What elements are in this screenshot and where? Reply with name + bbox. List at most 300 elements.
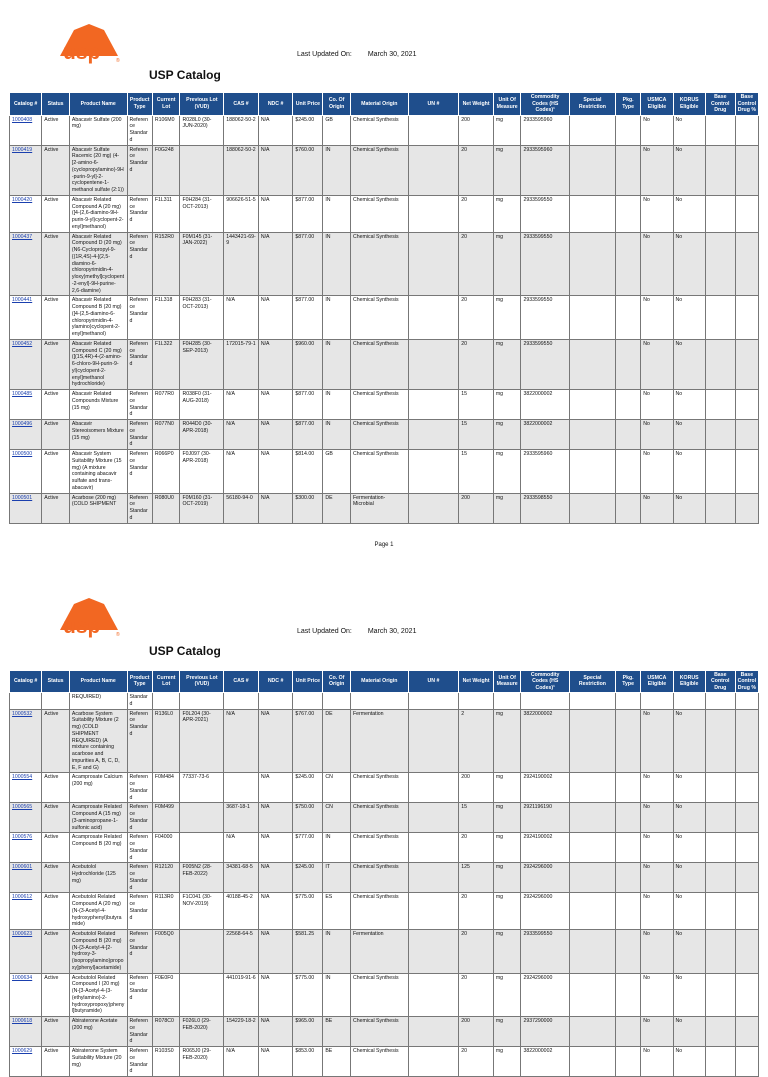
cell-pkg-type [615, 232, 640, 296]
cell-product-type: Reference Standard [127, 773, 152, 803]
cell-restriction [569, 893, 615, 930]
cell-unit-price: $814.00 [293, 450, 323, 494]
cell-restriction [569, 930, 615, 974]
column-header-hs-code: Commodity Codes (HS Codes)¹ [521, 93, 569, 116]
cell-product-type: Reference Standard [127, 420, 152, 450]
cell-cas: 40188-45-2 [224, 893, 259, 930]
cell-current-lot: R103S0 [152, 1047, 180, 1077]
cell-product-type: Reference Standard [127, 930, 152, 974]
cell-control-drug [705, 420, 735, 450]
cell-ndc: N/A [258, 803, 293, 833]
cell-current-lot: R113R0 [152, 893, 180, 930]
cell-hs-code: 3822000002 [521, 1047, 569, 1077]
cell-origin: IT [323, 863, 351, 893]
cell-current-lot: R080U0 [152, 493, 180, 523]
cell-control-pct [735, 145, 758, 195]
cell-material-origin: Chemical Synthesis [350, 1047, 408, 1077]
cell-un [408, 803, 459, 833]
cell-catalog[interactable]: 1000629 [10, 1047, 42, 1077]
cell-usmca: No [641, 390, 673, 420]
cell-product-type: Reference Standard [127, 115, 152, 145]
cell-unit: mg [493, 195, 521, 232]
cell-catalog[interactable]: 1000618 [10, 1017, 42, 1047]
cell-unit-price: $775.00 [293, 893, 323, 930]
cell-un [408, 493, 459, 523]
cell-ndc: N/A [258, 973, 293, 1017]
column-header-origin: Co. Of Origin [323, 93, 351, 116]
cell-current-lot: R066P0 [152, 450, 180, 494]
cell-current-lot [152, 693, 180, 710]
cell-product-name: Acebutolol Hydrochloride (125 mg) [69, 863, 127, 893]
cell-material-origin: Fermentation [350, 930, 408, 974]
cell-hs-code: 3822000002 [521, 709, 569, 773]
cell-un [408, 195, 459, 232]
page-title: USP Catalog [149, 644, 221, 658]
cell-cas: 188062-50-2 [224, 145, 259, 195]
cell-status: Active [42, 450, 70, 494]
cell-current-lot: R078C0 [152, 1017, 180, 1047]
cell-hs-code: 2937290000 [521, 1017, 569, 1047]
cell-product-type: Reference Standard [127, 863, 152, 893]
cell-unit: mg [493, 450, 521, 494]
cell-cas: N/A [224, 833, 259, 863]
cell-unit-price: $877.00 [293, 420, 323, 450]
cell-net-weight: 20 [459, 195, 494, 232]
cell-un [408, 339, 459, 389]
cell-control-pct [735, 232, 758, 296]
cell-control-pct [735, 115, 758, 145]
cell-hs-code: 2933599550 [521, 296, 569, 340]
column-header-control-pct: Base Control Drug % [735, 93, 758, 116]
cell-origin: IN [323, 339, 351, 389]
cell-unit-price: $300.00 [293, 493, 323, 523]
cell-origin: IN [323, 145, 351, 195]
cell-un [408, 893, 459, 930]
cell-material-origin: Chemical Synthesis [350, 450, 408, 494]
cell-status: Active [42, 145, 70, 195]
cell-korus: No [673, 339, 705, 389]
cell-catalog[interactable]: 1000452 [10, 339, 42, 389]
cell-restriction [569, 195, 615, 232]
cell-product-name: Abiraterone Acetate (200 mg) [69, 1017, 127, 1047]
cell-control-pct [735, 833, 758, 863]
cell-net-weight: 15 [459, 803, 494, 833]
cell-pkg-type [615, 420, 640, 450]
cell-previous-lot: R044D0 (30-APR-2018) [180, 420, 224, 450]
cell-restriction [569, 863, 615, 893]
cell-current-lot: F0E0F0 [152, 973, 180, 1017]
cell-usmca: No [641, 709, 673, 773]
cell-control-pct [735, 390, 758, 420]
cell-current-lot: R12120 [152, 863, 180, 893]
cell-net-weight: 200 [459, 773, 494, 803]
cell-net-weight: 15 [459, 450, 494, 494]
cell-status: Active [42, 1047, 70, 1077]
cell-control-drug [705, 390, 735, 420]
cell-un [408, 390, 459, 420]
cell-status: Active [42, 773, 70, 803]
cell-status: Active [42, 803, 70, 833]
cell-catalog[interactable]: 1000565 [10, 803, 42, 833]
table-row [10, 709, 759, 773]
cell-cas: 154229-18-2 [224, 1017, 259, 1047]
cell-unit-price: $777.00 [293, 833, 323, 863]
cell-cas: N/A [224, 1047, 259, 1077]
cell-status: Active [42, 195, 70, 232]
cell-material-origin: Chemical Synthesis [350, 339, 408, 389]
cell-catalog[interactable]: 1000485 [10, 390, 42, 420]
cell-korus: No [673, 930, 705, 974]
table-row [10, 833, 759, 863]
updated-label: Last Updated On: [297, 628, 352, 635]
column-header-net-weight: Net Weight [459, 93, 494, 116]
cell-catalog[interactable]: 1000419 [10, 145, 42, 195]
column-header-catalog: Catalog # [10, 93, 42, 116]
cell-control-drug [705, 450, 735, 494]
cell-catalog[interactable]: 1000612 [10, 893, 42, 930]
cell-control-pct [735, 296, 758, 340]
cell-un [408, 1047, 459, 1077]
table-row [10, 232, 759, 296]
cell-usmca: No [641, 803, 673, 833]
column-header-material-origin: Material Origin [350, 670, 408, 693]
cell-product-name: Abiraterone System Suitability Mixture (20 mg) [69, 1047, 127, 1077]
cell-product-name: REQUIRED) [69, 693, 127, 710]
cell-product-type: Reference Standard [127, 145, 152, 195]
column-header-cas: CAS # [224, 670, 259, 693]
cell-unit-price: $750.00 [293, 803, 323, 833]
cell-origin: BE [323, 1017, 351, 1047]
cell-usmca: No [641, 115, 673, 145]
cell-control-drug [705, 493, 735, 523]
cell-pkg-type [615, 863, 640, 893]
table-row [10, 893, 759, 930]
cell-pkg-type [615, 930, 640, 974]
cell-catalog[interactable]: 1000634 [10, 973, 42, 1017]
cell-korus: No [673, 803, 705, 833]
table-row [10, 339, 759, 389]
cell-control-drug [705, 339, 735, 389]
cell-net-weight: 20 [459, 893, 494, 930]
cell-previous-lot [180, 693, 224, 710]
cell-ndc: N/A [258, 833, 293, 863]
cell-control-drug [705, 833, 735, 863]
cell-pkg-type [615, 1017, 640, 1047]
cell-control-pct [735, 773, 758, 803]
column-header-status: Status [42, 93, 70, 116]
cell-status: Active [42, 232, 70, 296]
cell-previous-lot: F0J097 (30-APR-2018) [180, 450, 224, 494]
cell-previous-lot [180, 973, 224, 1017]
cell-unit-price: $767.00 [293, 709, 323, 773]
cell-korus: No [673, 1017, 705, 1047]
cell-control-pct [735, 893, 758, 930]
cell-current-lot: F0M499 [152, 803, 180, 833]
updated-label: Last Updated On: [297, 51, 352, 58]
cell-product-type: Reference Standard [127, 973, 152, 1017]
cell-unit-price [293, 693, 323, 710]
cell-cas [224, 773, 259, 803]
cell-previous-lot [180, 833, 224, 863]
cell-control-pct [735, 420, 758, 450]
cell-ndc: N/A [258, 339, 293, 389]
cell-pkg-type [615, 803, 640, 833]
cell-current-lot: F0M484 [152, 773, 180, 803]
cell-hs-code: 2933599550 [521, 232, 569, 296]
cell-material-origin: Chemical Synthesis [350, 1017, 408, 1047]
cell-origin: IN [323, 195, 351, 232]
cell-control-pct [735, 863, 758, 893]
cell-control-drug [705, 803, 735, 833]
cell-control-drug [705, 1047, 735, 1077]
cell-restriction [569, 803, 615, 833]
cell-hs-code: 2933595960 [521, 115, 569, 145]
cell-ndc: N/A [258, 296, 293, 340]
cell-un [408, 450, 459, 494]
cell-product-name: Abacavir Sulfate (200 mg) [69, 115, 127, 145]
cell-hs-code: 2933598550 [521, 493, 569, 523]
cell-catalog[interactable]: 1000408 [10, 115, 42, 145]
cell-current-lot: R077N0 [152, 420, 180, 450]
cell-catalog[interactable]: 1000601 [10, 863, 42, 893]
cell-current-lot: F005Q0 [152, 930, 180, 974]
cell-product-type: Reference Standard [127, 339, 152, 389]
page-header [0, 582, 768, 670]
cell-korus: No [673, 450, 705, 494]
cell-restriction [569, 833, 615, 863]
cell-material-origin: Chemical Synthesis [350, 296, 408, 340]
column-header-net-weight: Net Weight [459, 670, 494, 693]
cell-unit: mg [493, 115, 521, 145]
cell-pkg-type [615, 339, 640, 389]
cell-restriction [569, 1017, 615, 1047]
cell-ndc: N/A [258, 420, 293, 450]
cell-hs-code: 2933595960 [521, 450, 569, 494]
usp-logo [54, 596, 124, 640]
cell-unit: mg [493, 420, 521, 450]
cell-unit-price: $245.00 [293, 773, 323, 803]
table-row [10, 693, 759, 710]
table-header-row [10, 93, 759, 116]
cell-catalog[interactable]: 1000441 [10, 296, 42, 340]
cell-cas: 441019-91-6 [224, 973, 259, 1017]
cell-pkg-type [615, 450, 640, 494]
cell-catalog[interactable]: 1000437 [10, 232, 42, 296]
column-header-unit-price: Unit Price [293, 93, 323, 116]
cell-material-origin: Chemical Synthesis [350, 195, 408, 232]
cell-usmca: No [641, 973, 673, 1017]
cell-control-pct [735, 930, 758, 974]
cell-cas: N/A [224, 450, 259, 494]
cell-unit-price: $853.00 [293, 1047, 323, 1077]
catalog-table [9, 92, 759, 524]
cell-usmca: No [641, 773, 673, 803]
cell-hs-code: 2921196190 [521, 803, 569, 833]
cell-origin: IN [323, 833, 351, 863]
cell-previous-lot: R028L0 (30-JUN-2020) [180, 115, 224, 145]
cell-origin: IN [323, 973, 351, 1017]
cell-cas: 188062-50-2 [224, 115, 259, 145]
cell-usmca: No [641, 296, 673, 340]
cell-usmca: No [641, 450, 673, 494]
cell-cas [224, 693, 259, 710]
cell-current-lot: R077R0 [152, 390, 180, 420]
cell-catalog[interactable]: 1000554 [10, 773, 42, 803]
cell-product-type: Standard [127, 693, 152, 710]
column-header-pkg-type: Pkg. Type [615, 670, 640, 693]
column-header-ndc: NDC # [258, 93, 293, 116]
cell-un [408, 930, 459, 974]
cell-pkg-type [615, 296, 640, 340]
cell-catalog[interactable]: 1000532 [10, 709, 42, 773]
cell-product-name: Abacavir Related Compounds Mixture (15 mg) [69, 390, 127, 420]
cell-korus: No [673, 709, 705, 773]
column-header-unit: Unit Of Measure [493, 93, 521, 116]
cell-cas: N/A [224, 709, 259, 773]
cell-material-origin: Chemical Synthesis [350, 390, 408, 420]
cell-product-name: Acarbose (200 mg) (COLD SHIPMENT [69, 493, 127, 523]
cell-control-drug [705, 973, 735, 1017]
cell-control-pct [735, 803, 758, 833]
cell-status: Active [42, 420, 70, 450]
cell-un [408, 296, 459, 340]
cell-cas: 22568-64-5 [224, 930, 259, 974]
cell-product-name: Abacavir Related Compound C (20 mg) ([(1S,4R)-4-(2-amino-6-chloro-9H-purin-9-yl)cyclopent-2-enyl]methanol hydrochloride) [69, 339, 127, 389]
cell-hs-code: 2924190002 [521, 833, 569, 863]
cell-catalog[interactable]: 1000496 [10, 420, 42, 450]
cell-previous-lot: F0H285 (30-SEP-2013) [180, 339, 224, 389]
cell-catalog[interactable]: 1000420 [10, 195, 42, 232]
cell-product-name: Abacavir Sulfate Racemic (20 mg) (4-[2-amino-6-(cyclopropylamino)-9H-purin-9-yl]-2-cyclopentene-1-methanol sulfate (2:1)) [69, 145, 127, 195]
column-header-korus: KORUS Eligible [673, 670, 705, 693]
svg-text:®: ® [116, 631, 120, 638]
cell-catalog[interactable]: 1000501 [10, 493, 42, 523]
cell-control-pct [735, 450, 758, 494]
cell-origin: GB [323, 450, 351, 494]
column-header-product-type: Product Type [127, 670, 152, 693]
cell-hs-code [521, 693, 569, 710]
page-title: USP Catalog [149, 68, 221, 82]
cell-control-drug [705, 145, 735, 195]
cell-pkg-type [615, 195, 640, 232]
cell-unit: mg [493, 833, 521, 863]
table-row [10, 115, 759, 145]
cell-un [408, 115, 459, 145]
cell-hs-code: 2924190002 [521, 773, 569, 803]
cell-unit: mg [493, 296, 521, 340]
cell-product-type: Reference Standard [127, 450, 152, 494]
column-header-control-drug: Base Control Drug [705, 670, 735, 693]
cell-previous-lot [180, 930, 224, 974]
cell-pkg-type [615, 709, 640, 773]
cell-ndc: N/A [258, 493, 293, 523]
cell-hs-code: 2924296000 [521, 973, 569, 1017]
cell-product-name: Acebutolol Related Compound A (20 mg) (N-(3-Acetyl-4-hydroxyphenyl)butyramide) [69, 893, 127, 930]
cell-un [408, 1017, 459, 1047]
column-header-cas: CAS # [224, 93, 259, 116]
cell-product-type: Reference Standard [127, 232, 152, 296]
cell-catalog[interactable]: 1000500 [10, 450, 42, 494]
cell-control-pct [735, 1017, 758, 1047]
cell-origin: BE [323, 1047, 351, 1077]
cell-un [408, 232, 459, 296]
column-header-product-name: Product Name [69, 670, 127, 693]
cell-pkg-type [615, 493, 640, 523]
usp-logo [54, 22, 124, 66]
updated-date: March 30, 2021 [368, 628, 417, 635]
cell-control-drug [705, 693, 735, 710]
cell-net-weight: 20 [459, 145, 494, 195]
cell-origin: IN [323, 930, 351, 974]
column-header-previous-lot: Previous Lot (VUD) [180, 670, 224, 693]
cell-material-origin: Chemical Synthesis [350, 115, 408, 145]
cell-product-name: Acamprosate Related Compound A (15 mg) (3-aminopropane-1-sulfonic acid) [69, 803, 127, 833]
cell-previous-lot: F026L0 (29-FEB-2020) [180, 1017, 224, 1047]
cell-cas: 1443421-69-9 [224, 232, 259, 296]
cell-hs-code: 3822000002 [521, 420, 569, 450]
cell-product-type: Reference Standard [127, 1017, 152, 1047]
cell-unit: mg [493, 493, 521, 523]
column-header-restriction: Special Restriction [569, 670, 615, 693]
cell-origin: DE [323, 493, 351, 523]
column-header-previous-lot: Previous Lot (VUD) [180, 93, 224, 116]
column-header-korus: KORUS Eligible [673, 93, 705, 116]
cell-restriction [569, 693, 615, 710]
page-header [0, 0, 768, 92]
cell-product-type: Reference Standard [127, 1047, 152, 1077]
cell-unit-price: $877.00 [293, 232, 323, 296]
cell-current-lot: F1L318 [152, 296, 180, 340]
cell-product-name: Acamprosate Calcium (200 mg) [69, 773, 127, 803]
cell-un [408, 833, 459, 863]
cell-unit-price: $877.00 [293, 195, 323, 232]
cell-material-origin: Chemical Synthesis [350, 863, 408, 893]
cell-catalog[interactable]: 1000623 [10, 930, 42, 974]
cell-korus: No [673, 390, 705, 420]
cell-pkg-type [615, 115, 640, 145]
cell-origin: IN [323, 390, 351, 420]
cell-unit [493, 693, 521, 710]
cell-usmca: No [641, 893, 673, 930]
cell-product-name: Abacavir Related Compound D (20 mg) (N6-Cyclopropyl-9-{(1R,4S)-4-[(2,5-diamino-6-chloropyrimidin-4-yloxy)methyl]cyclopent-2-enyl}-9H-purine-2,6-diamine) [69, 232, 127, 296]
cell-unit: mg [493, 930, 521, 974]
cell-net-weight: 15 [459, 420, 494, 450]
cell-un [408, 973, 459, 1017]
cell-status [42, 693, 70, 710]
cell-korus: No [673, 195, 705, 232]
cell-cas: 172015-79-1 [224, 339, 259, 389]
table-row [10, 930, 759, 974]
cell-net-weight: 15 [459, 390, 494, 420]
cell-current-lot: R152R0 [152, 232, 180, 296]
cell-current-lot: R106M0 [152, 115, 180, 145]
cell-net-weight: 200 [459, 493, 494, 523]
cell-catalog[interactable]: 1000576 [10, 833, 42, 863]
cell-restriction [569, 450, 615, 494]
cell-unit: mg [493, 863, 521, 893]
cell-material-origin: Chemical Synthesis [350, 420, 408, 450]
cell-status: Active [42, 493, 70, 523]
table-row [10, 863, 759, 893]
svg-text:usp: usp [63, 41, 100, 64]
cell-status: Active [42, 709, 70, 773]
cell-material-origin: Chemical Synthesis [350, 833, 408, 863]
cell-unit-price: $960.00 [293, 339, 323, 389]
column-header-current-lot: Current Lot [152, 93, 180, 116]
cell-product-type: Reference Standard [127, 833, 152, 863]
cell-origin: ES [323, 893, 351, 930]
cell-current-lot: F1L311 [152, 195, 180, 232]
